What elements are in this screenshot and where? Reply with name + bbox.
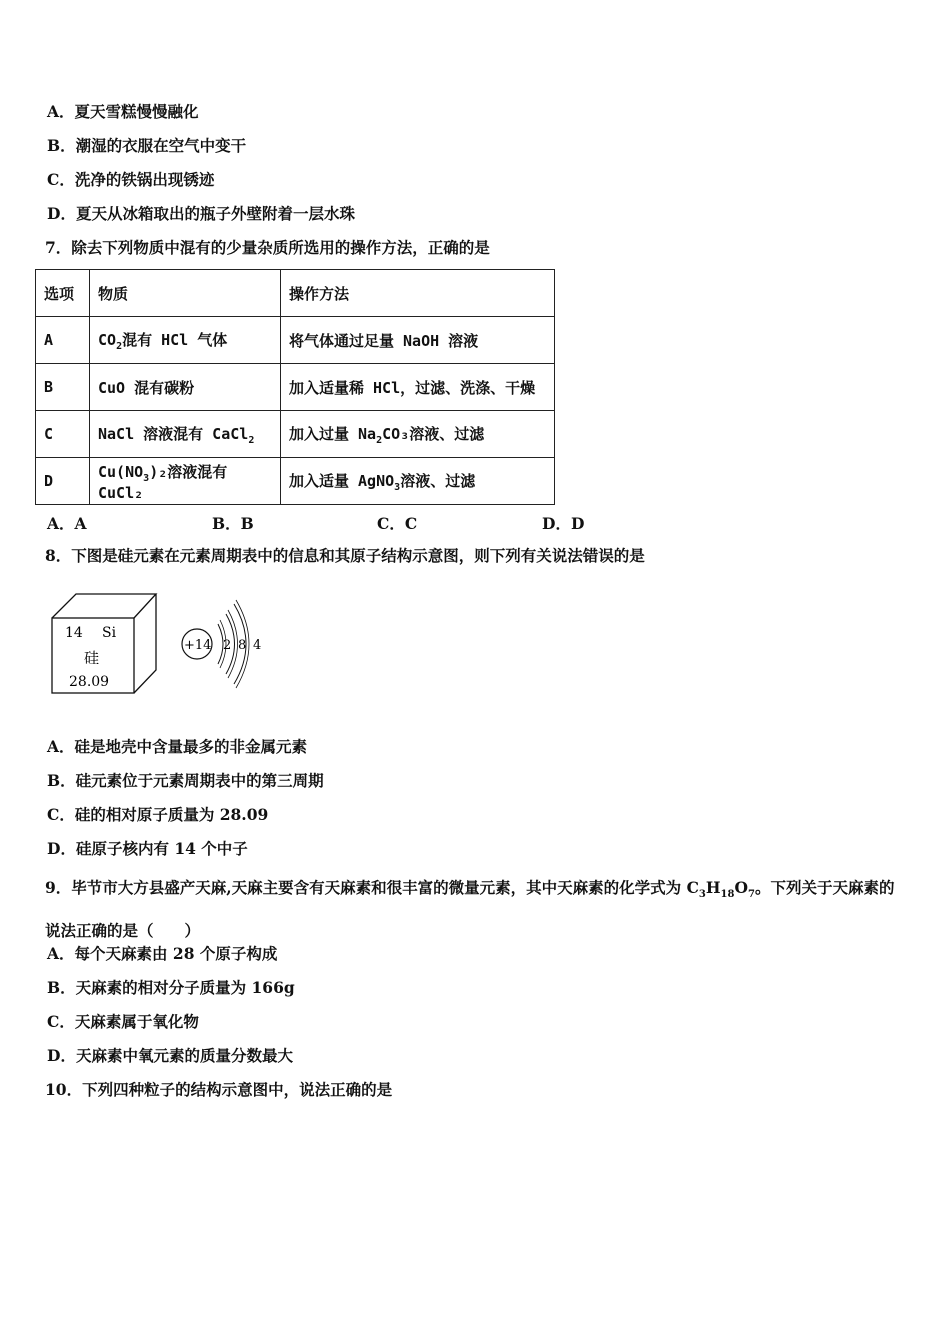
row-substance: NaCl 溶液混有 CaCl$_2$ [90,411,281,458]
header-option: 选项 [36,270,90,317]
row-substance: $CO_2$混有 HCl 气体 [90,317,281,364]
atomic-number: 14 [65,625,83,641]
shell-electrons-3: 4 [253,638,262,653]
q6-option-a: A．夏天雪糕慢慢融化 [47,102,199,121]
q8-option-a: A．硅是地壳中含量最多的非金属元素 [47,737,308,756]
element-symbol: Si [102,625,117,641]
row-method: 加入过量 $Na_2CO_3$溶液、过滤 [281,411,555,458]
row-method: 加入适量 AgNO$_3$溶液、过滤 [281,458,555,505]
q8-option-b: B．硅元素位于元素周期表中的第三周期 [47,771,324,790]
atomic-mass: 28.09 [69,674,110,690]
row-option: D [36,458,90,505]
row-substance: CuO 混有碳粉 [90,364,281,411]
element-name: 硅 [84,649,100,667]
table-row [36,458,555,505]
nuclear-charge: +14 [184,638,212,653]
q8-option-d: D．硅原子核内有 14 个中子 [47,839,248,858]
q6-option-d: D．夏天从冰箱取出的瓶子外壁附着一层水珠 [47,204,355,223]
q9-stem: 9．毕节市大方县盛产天麻,天麻主要含有天麻素和很丰富的微量元素，其中天麻素的化学式为 $C_3H_{18}O_7$。下列关于天麻素的说法正确的是（ ） [45,878,895,941]
q9-option-b: B．天麻素的相对分子质量为 166g [47,978,295,997]
q7-answer-c: C．C [377,514,418,533]
table-row [36,317,555,364]
q7-answer-d: D．D [542,514,585,533]
row-option: B [36,364,90,411]
header-substance: 物质 [90,270,281,317]
header-method: 操作方法 [281,270,555,317]
q9-option-d: D．天麻素中氧元素的质量分数最大 [47,1046,293,1065]
silicon-figure [48,590,278,709]
q9-option-a: A．每个天麻素由 28 个原子构成 [47,944,278,963]
silicon-diagram [48,590,278,705]
q6-option-b: B．潮湿的衣服在空气中变干 [47,136,247,155]
q6-option-c: C．洗净的铁锅出现锈迹 [47,170,215,189]
row-option: C [36,411,90,458]
q7-stem: 7．除去下列物质中混有的少量杂质所选用的操作方法，正确的是 [45,238,490,257]
shell-electrons-2: 8 [238,638,247,653]
table-header-row [36,270,555,317]
shell-electrons-1: 2 [223,638,232,653]
row-option: A [36,317,90,364]
q7-answer-b: B．B [212,514,254,533]
q7-table [35,269,555,505]
row-method: 将气体通过足量 NaOH 溶液 [281,317,555,364]
table-row [36,364,555,411]
table-row [36,411,555,458]
q8-stem: 8．下图是硅元素在元素周期表中的信息和其原子结构示意图，则下列有关说法错误的是 [45,546,645,565]
row-method: 加入适量稀 HCl，过滤、洗涤、干燥 [281,364,555,411]
q8-option-c: C．硅的相对原子质量为 28.09 [47,805,269,824]
row-substance: $Cu(NO_3)_2$溶液混有 CuCl₂ [90,458,281,505]
q7-answer-a: A．A [47,514,87,533]
q10-stem: 10．下列四种粒子的结构示意图中，说法正确的是 [45,1080,393,1099]
q9-option-c: C．天麻素属于氧化物 [47,1012,199,1031]
